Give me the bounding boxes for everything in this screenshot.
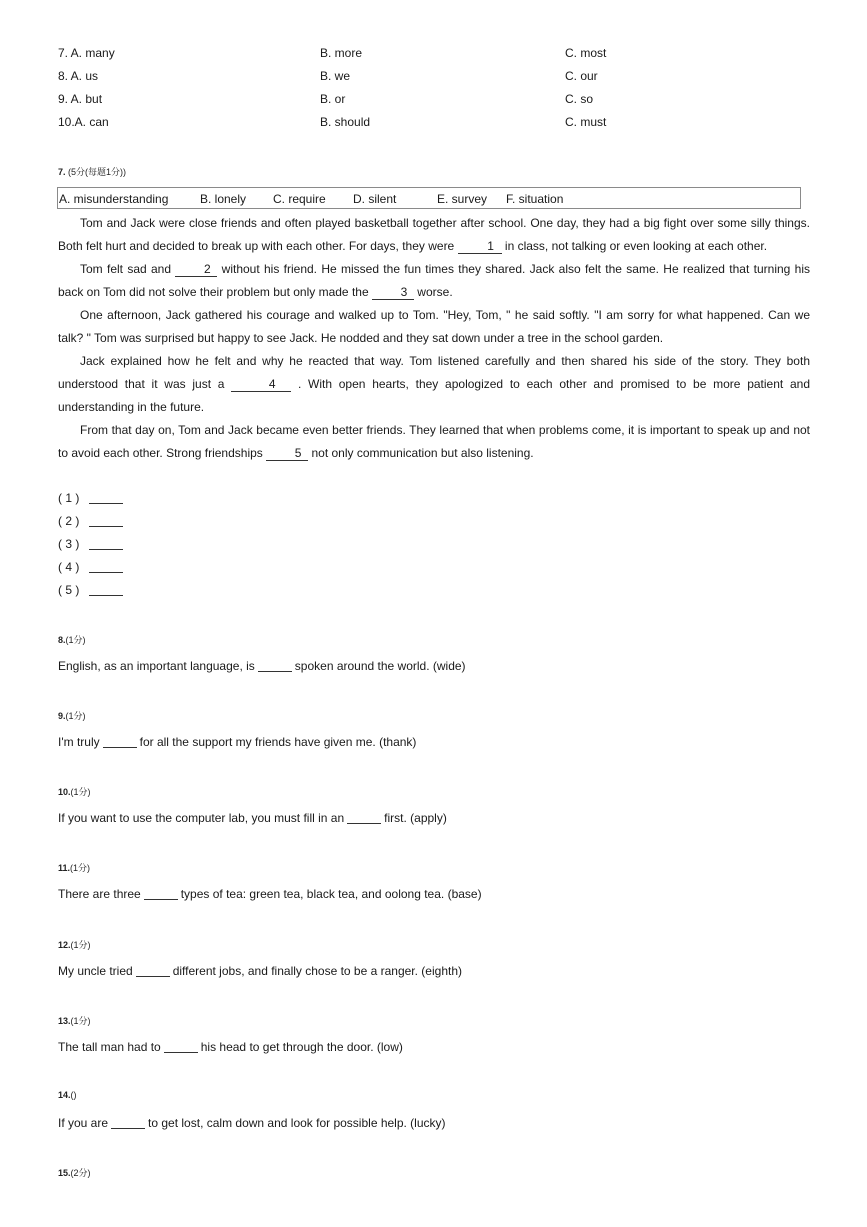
question-score: (1分): [65, 711, 86, 721]
question-number: 10.: [58, 787, 71, 797]
passage-blank: 5: [266, 446, 308, 461]
word-option: F. situation: [506, 192, 564, 206]
question-header: [58, 165, 126, 178]
option-c: C. so: [565, 92, 594, 106]
answer-blank[interactable]: [89, 595, 123, 596]
question-score: (1分): [70, 863, 91, 873]
question-sentence: If you want to use the computer lab, you must fill in an first. (apply): [58, 811, 447, 825]
passage-paragraph: From that day on, Tom and Jack became even better friends. They learned that when problems come, it is important to speak up and not to avoid each other. Strong friendships 5 not only communication but also listening.: [58, 423, 810, 460]
question-sentence: I'm truly for all the support my friends have given me. (thank): [58, 735, 417, 749]
question-number: 11.: [58, 863, 71, 873]
question-sentence: My uncle tried different jobs, and finally chose to be a ranger. (eighth): [58, 964, 462, 978]
question-number: 15.: [58, 1168, 71, 1178]
passage: [58, 212, 810, 465]
question-header: [58, 938, 91, 951]
question-sentence: If you are to get lost, calm down and look for possible help. (lucky): [58, 1116, 446, 1130]
question-header: [58, 709, 86, 722]
answer-blank[interactable]: [89, 572, 123, 573]
question-score: (5分(每题1分)): [68, 167, 127, 177]
option-row: [58, 69, 818, 89]
question-sentence: The tall man had to his head to get through the door. (low): [58, 1040, 403, 1054]
question-header: [58, 785, 91, 798]
passage-paragraph: Jack explained how he felt and why he reacted that way. Tom listened carefully and then shared his side of the story. They both understood that it was just a 4 . With open hearts, they apologized to each other and promised to be more patient and understanding in the future.: [58, 354, 810, 414]
answer-blank[interactable]: [89, 503, 123, 504]
question-score: (2分): [70, 1168, 91, 1178]
question-number: 14.: [58, 1090, 71, 1100]
question-score: (1分): [70, 1016, 91, 1026]
question-score: (1分): [65, 635, 86, 645]
answer-row: ( 2 ): [58, 514, 123, 528]
answer-blank[interactable]: [89, 549, 123, 550]
passage-blank: 2: [175, 262, 217, 277]
option-a: 8. A. us: [58, 69, 99, 83]
question-number: 12.: [58, 940, 71, 950]
question-number: 8.: [58, 635, 66, 645]
option-a: 10.A. can: [58, 115, 109, 129]
passage-paragraph: One afternoon, Jack gathered his courage and walked up to Tom. "Hey, Tom, " he said softly. "I am sorry for what happened. Can we talk? " Tom was surprised but happy to see Jack. He nodded and they sat down under a tree in the school garden.: [58, 308, 810, 345]
word-option: E. survey: [437, 192, 488, 206]
question-number: 9.: [58, 711, 66, 721]
answer-blank[interactable]: [136, 976, 170, 977]
passage-blank: 1: [458, 239, 502, 254]
passage-blank: 4: [231, 377, 291, 392]
question-number: 7.: [58, 167, 66, 177]
option-b: B. should: [320, 115, 371, 129]
option-a: 9. A. but: [58, 92, 103, 106]
option-c: C. most: [565, 46, 607, 60]
question-score: (1分): [70, 787, 91, 797]
question-header: [58, 633, 86, 646]
answer-blank[interactable]: [258, 671, 292, 672]
answer-blank[interactable]: [347, 823, 381, 824]
question-sentence: English, as an important language, is spoken around the world. (wide): [58, 659, 466, 673]
question-score: (): [70, 1090, 77, 1100]
option-c: C. must: [565, 115, 607, 129]
answer-row: ( 3 ): [58, 537, 123, 551]
passage-blank: 3: [372, 285, 414, 300]
question-number: 13.: [58, 1016, 71, 1026]
passage-paragraph: Tom felt sad and 2 without his friend. He missed the fun times they shared. Jack also felt the same. He realized that turning his back on Tom did not solve their problem but only made the 3 worse.: [58, 262, 810, 299]
word-option: A. misunderstanding: [59, 192, 169, 206]
option-a: 7. A. many: [58, 46, 115, 60]
option-b: B. or: [320, 92, 346, 106]
passage-paragraph: Tom and Jack were close friends and often played basketball together after school. One day, they had a big fight over some silly things. Both felt hurt and decided to break up with each other. For days, they were 1 in class, not talking or even looking at each other.: [58, 216, 810, 253]
answer-blank[interactable]: [89, 526, 123, 527]
question-header: [58, 1166, 91, 1179]
option-c: C. our: [565, 69, 598, 83]
option-b: B. we: [320, 69, 351, 83]
question-score: (1分): [70, 940, 91, 950]
word-option: B. lonely: [200, 192, 247, 206]
option-row: [58, 46, 818, 66]
option-b: B. more: [320, 46, 363, 60]
question-header: [58, 1090, 77, 1100]
option-row: [58, 115, 818, 135]
word-option: C. require: [273, 192, 326, 206]
word-option: D. silent: [353, 192, 397, 206]
answer-blank[interactable]: [111, 1128, 145, 1129]
answer-blank[interactable]: [103, 747, 137, 748]
option-row: [58, 92, 818, 112]
question-header: [58, 861, 90, 874]
question-sentence: There are three types of tea: green tea, black tea, and oolong tea. (base): [58, 887, 482, 901]
answer-blank[interactable]: [144, 899, 178, 900]
answer-row: ( 4 ): [58, 560, 123, 574]
answer-row: ( 1 ): [58, 491, 123, 505]
answer-row: ( 5 ): [58, 583, 123, 597]
question-header: [58, 1014, 91, 1027]
word-bank: [57, 187, 801, 209]
answer-blank[interactable]: [164, 1052, 198, 1053]
